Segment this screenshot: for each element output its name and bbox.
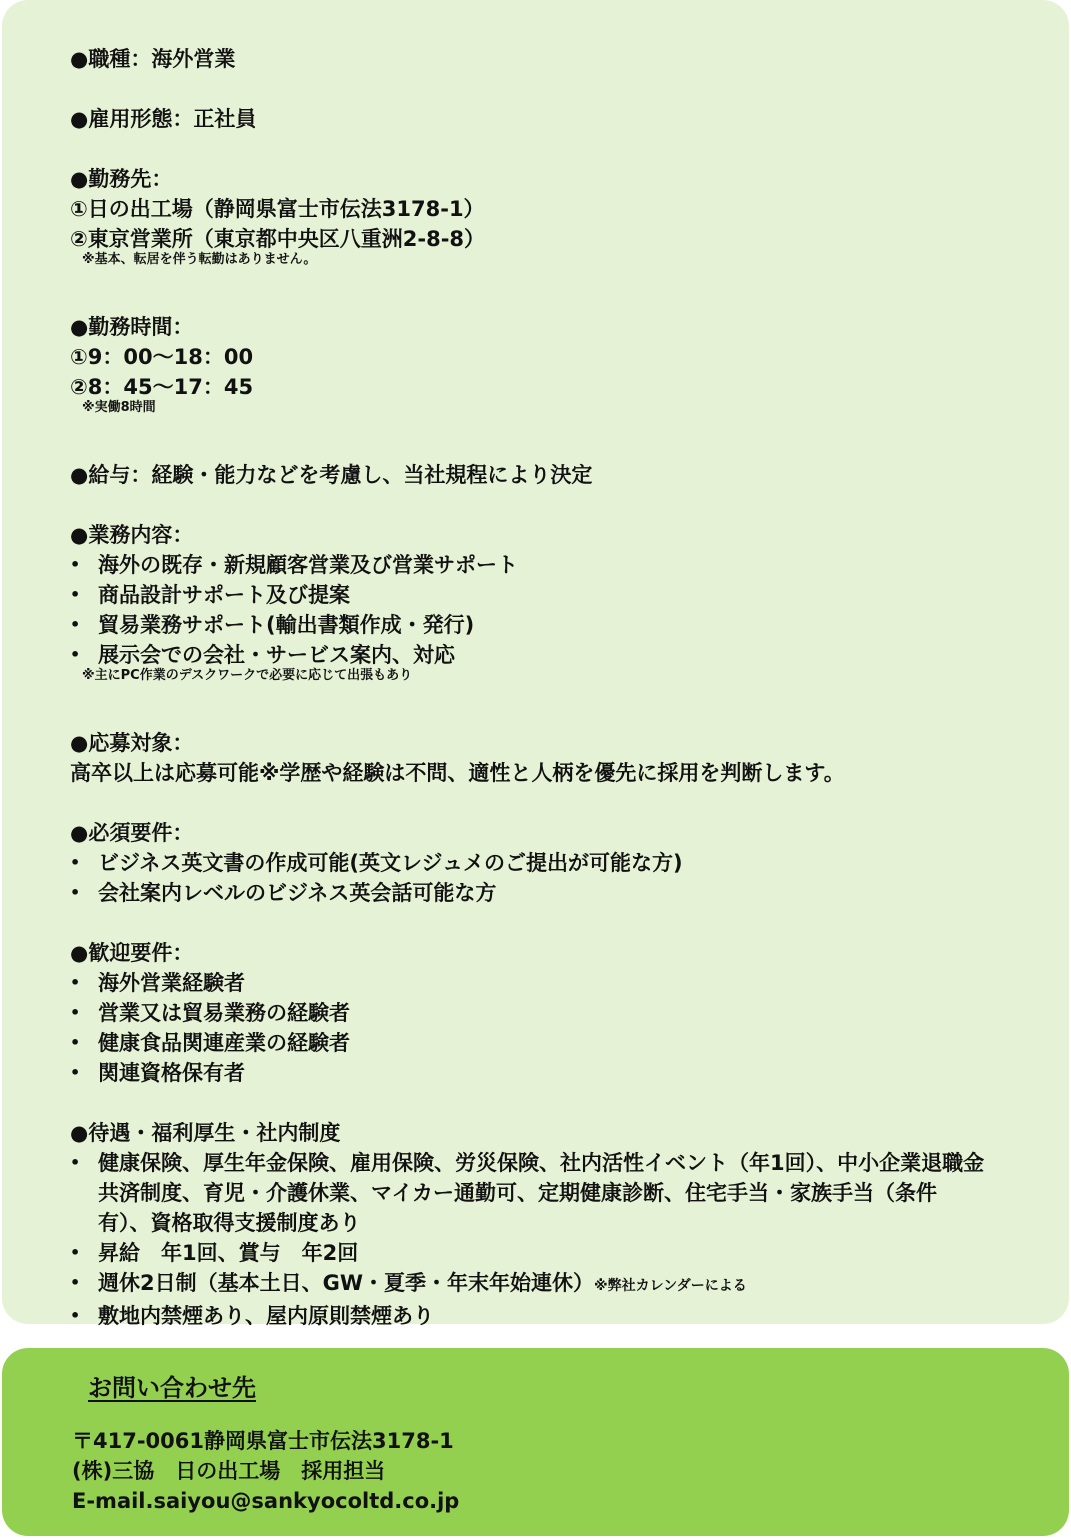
- workplace-item: ①日の出工場（静岡県富士市伝法3178-1）: [70, 197, 485, 221]
- holiday-note: ※弊社カレンダーによる: [594, 1278, 747, 1294]
- employment-type: ●雇用形態：正社員: [70, 107, 257, 131]
- bullet-icon: •: [70, 1033, 81, 1052]
- hours-item: ①9：00～18：00: [70, 345, 254, 369]
- list-item: • 貿易業務サポート(輸出書類作成・発行): [70, 610, 1069, 640]
- list-item: • 関連資格保有者: [70, 1058, 1069, 1088]
- duties-list: [70, 550, 1069, 670]
- benefits-heading: ●待遇・福利厚生・社内制度: [70, 1121, 341, 1145]
- bullet-icon: •: [70, 1153, 81, 1172]
- duties-note: ※主にPC作業のデスクワークで必要に応じて出張もあり: [82, 668, 413, 683]
- workplace-note: ※基本、転居を伴う転勤はありません。: [82, 252, 317, 267]
- benefits-list: [70, 1148, 1069, 1331]
- workplace-heading: ●勤務先：: [70, 167, 173, 191]
- eligibility-text: 高卒以上は応募可能※学歴や経験は不問、適性と人柄を優先に採用を判断します。: [70, 761, 845, 785]
- list-item: • 敷地内禁煙あり、屋内原則禁煙あり: [70, 1301, 1069, 1331]
- list-item: • 商品設計サポート及び提案: [70, 580, 1069, 610]
- bullet-icon: •: [70, 645, 81, 664]
- contact-address: 〒417-0061静岡県富士市伝法3178-1: [72, 1429, 454, 1453]
- list-item: • 会社案内レベルのビジネス英会話可能な方: [70, 878, 1069, 908]
- bullet-icon: •: [70, 615, 81, 634]
- list-item: • 週休2日制（基本土日、GW・夏季・年末年始連休）※弊社カレンダーによる: [70, 1268, 1069, 1301]
- list-item: • ビジネス英文書の作成可能(英文レジュメのご提出が可能な方): [70, 848, 1069, 878]
- requirements-heading: ●必須要件：: [70, 821, 194, 845]
- hours-heading: ●勤務時間：: [70, 315, 194, 339]
- duties-heading: ●業務内容：: [70, 523, 194, 547]
- eligibility-heading: ●応募対象：: [70, 731, 194, 755]
- list-item: • 展示会での会社・サービス案内、対応: [70, 640, 1069, 670]
- bullet-icon: •: [70, 1243, 81, 1262]
- list-item: • 営業又は貿易業務の経験者: [70, 998, 1069, 1028]
- bullet-icon: •: [70, 1306, 81, 1325]
- bullet-icon: •: [70, 883, 81, 902]
- bullet-icon: •: [70, 1063, 81, 1082]
- contact-company: (株)三協 日の出工場 採用担当: [72, 1459, 386, 1483]
- list-item: • 健康保険、厚生年金保険、雇用保険、労災保険、社内活性イベント（年1回）、中小企業退職金共済制度、育児・介護休業、マイカー通勤可、定期健康診断、住宅手当・家族手当（条件有）、資格取得支援制度あり: [70, 1148, 988, 1238]
- bullet-icon: •: [70, 973, 81, 992]
- preferred-list: [70, 968, 1069, 1088]
- list-item: • 昇給 年1回、賞与 年2回: [70, 1238, 1069, 1268]
- job-details-panel: [2, 0, 1069, 1328]
- contact-email[interactable]: E-mail.saiyou@sankyocoltd.co.jp: [72, 1489, 460, 1513]
- bullet-icon: •: [70, 1273, 81, 1292]
- list-item: • 海外営業経験者: [70, 968, 1069, 998]
- salary: ●給与：経験・能力などを考慮し、当社規程により決定: [70, 463, 593, 487]
- hours-note: ※実働8時間: [82, 400, 156, 415]
- workplace-item: ②東京営業所（東京都中央区八重洲2-8-8）: [70, 227, 486, 251]
- list-item: • 健康食品関連産業の経験者: [70, 1028, 1069, 1058]
- list-item: • 海外の既存・新規顧客営業及び営業サポート: [70, 550, 1069, 580]
- bullet-icon: •: [70, 555, 81, 574]
- bullet-icon: •: [70, 853, 81, 872]
- contact-panel: [2, 1348, 1069, 1536]
- bullet-icon: •: [70, 1003, 81, 1022]
- preferred-heading: ●歓迎要件：: [70, 941, 194, 965]
- hours-item: ②8：45～17：45: [70, 375, 254, 399]
- requirements-list: [70, 848, 1069, 908]
- contact-title: お問い合わせ先: [88, 1374, 256, 1402]
- bullet-icon: •: [70, 585, 81, 604]
- job-type: ●職種：海外営業: [70, 47, 236, 71]
